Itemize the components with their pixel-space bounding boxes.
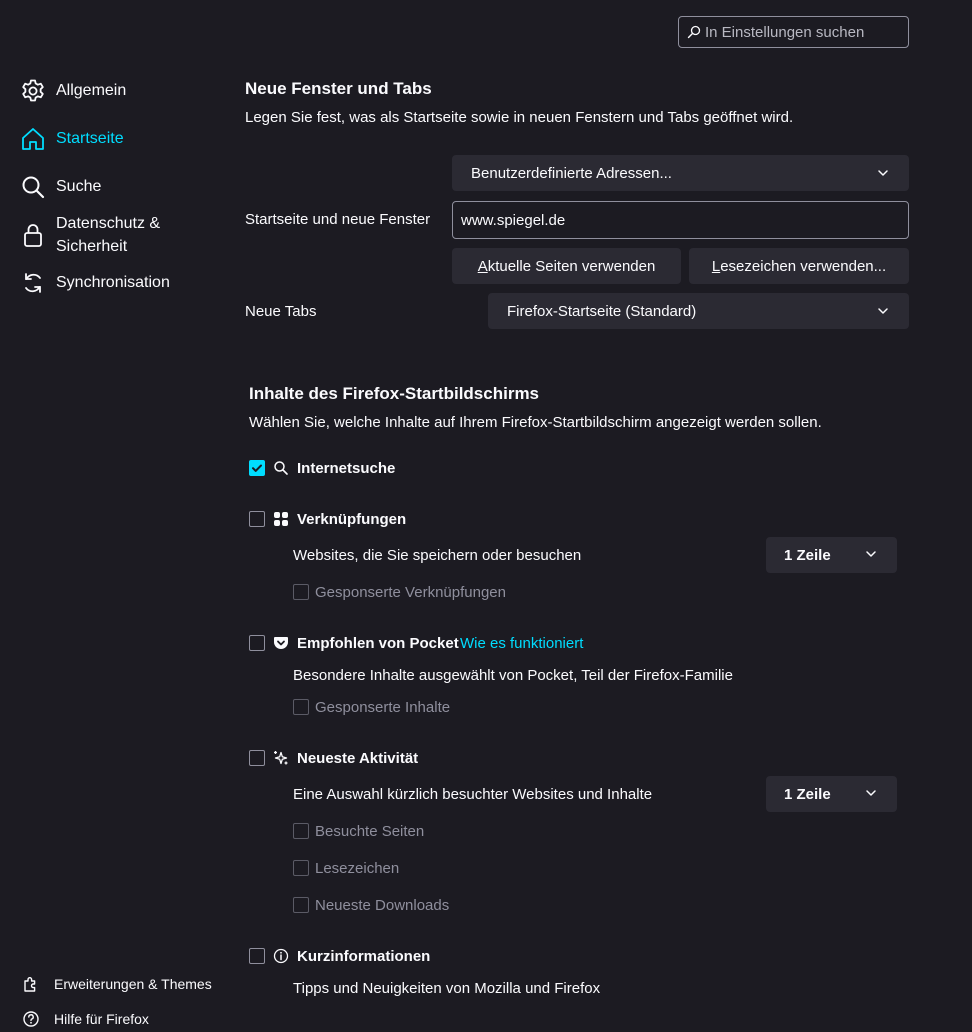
sponsored-shortcuts-checkbox[interactable] [293, 584, 309, 600]
web-search-checkbox[interactable] [249, 460, 265, 476]
chevron-down-icon [865, 547, 877, 564]
access-key: L [711, 257, 721, 275]
homepage-mode-select[interactable] [452, 155, 909, 191]
home-icon [20, 126, 46, 152]
sidebar-item-label-line1: Datenschutz & [56, 215, 161, 232]
shortcuts-description: Websites, die Sie speichern oder besuchen [293, 547, 582, 564]
pocket-learn-more-link[interactable]: Wie es funktioniert [460, 635, 584, 652]
new-tabs-value: Firefox-Startseite (Standard) [507, 302, 697, 320]
snippets-label: Kurzinformationen [297, 948, 431, 965]
sparkle-icon [273, 750, 289, 766]
shortcuts-label: Verknüpfungen [297, 511, 407, 528]
highlights-label: Neueste Aktivität [297, 750, 419, 767]
sponsored-stories-label: Gesponserte Inhalte [315, 699, 451, 716]
search-input[interactable] [705, 24, 900, 41]
sidebar-item-privacy[interactable] [20, 212, 160, 258]
shortcuts-checkbox[interactable] [249, 511, 265, 527]
homepage-label: Startseite und neue Fenster [245, 211, 431, 228]
pocket-label: Empfohlen von Pocket [297, 635, 459, 652]
chevron-down-icon [877, 167, 889, 179]
sidebar-item-label: Allgemein [56, 82, 127, 99]
section-description: Wählen Sie, welche Inhalte auf Ihrem Firefox-Startbildschirm angezeigt werden sollen. [249, 414, 822, 431]
downloads-checkbox[interactable] [293, 897, 309, 913]
pocket-description: Besondere Inhalte ausgewählt von Pocket, Teil der Firefox-Familie [293, 667, 733, 684]
use-bookmark-button[interactable] [689, 248, 909, 284]
sidebar-item-label: Startseite [56, 130, 124, 147]
shortcuts-rows-value: 1 Zeile [784, 546, 831, 564]
button-label: ktuelle Seiten verwenden [487, 257, 656, 275]
sidebar-item-label-line2: Sicherheit [56, 238, 128, 255]
gear-icon [20, 78, 46, 104]
highlights-description: Eine Auswahl kürzlich besuchter Websites und Inhalte [293, 786, 653, 803]
button-label: esezeichen verwenden... [720, 257, 887, 275]
sidebar-footer-addons[interactable] [22, 975, 212, 993]
downloads-label: Neueste Downloads [315, 897, 450, 914]
chevron-down-icon [877, 305, 889, 317]
sidebar-item-label: Synchronisation [56, 274, 170, 291]
highlights-checkbox[interactable] [249, 750, 265, 766]
chevron-down-icon [865, 786, 877, 803]
snippets-description: Tipps und Neuigkeiten von Mozilla und Firefox [293, 980, 601, 997]
visited-pages-checkbox[interactable] [293, 823, 309, 839]
search-icon [20, 174, 46, 200]
search-icon [687, 25, 701, 39]
footer-label: Erweiterungen & Themes [54, 976, 212, 992]
shortcuts-icon [273, 511, 289, 527]
new-tabs-label: Neue Tabs [245, 303, 317, 320]
sidebar-item-label: Suche [56, 178, 102, 195]
highlights-rows-value: 1 Zeile [784, 785, 831, 803]
homepage-mode-value: Benutzerdefinierte Adressen... [471, 164, 672, 182]
puzzle-icon [22, 975, 40, 993]
sidebar-item-search[interactable] [20, 174, 101, 200]
sidebar-item-sync[interactable] [20, 270, 170, 296]
bookmarks-checkbox[interactable] [293, 860, 309, 876]
footer-label: Hilfe für Firefox [54, 1011, 149, 1027]
shortcuts-rows-select[interactable] [766, 537, 897, 573]
pocket-icon [273, 635, 289, 651]
sponsored-shortcuts-label: Gesponserte Verknüpfungen [315, 584, 506, 601]
sidebar-item-home[interactable] [20, 126, 124, 152]
sidebar-item-general[interactable] [20, 78, 126, 104]
search-icon [273, 460, 289, 476]
new-tabs-select[interactable] [488, 293, 909, 329]
info-icon [273, 948, 289, 964]
highlights-rows-select[interactable] [766, 776, 897, 812]
section-title-windows-tabs: Neue Fenster und Tabs [245, 79, 432, 98]
section-title-home-content: Inhalte des Firefox-Startbildschirms [249, 384, 540, 403]
web-search-label: Internetsuche [297, 460, 396, 477]
checkmark-icon [251, 462, 263, 474]
sponsored-stories-checkbox[interactable] [293, 699, 309, 715]
sync-icon [20, 270, 46, 296]
pocket-checkbox[interactable] [249, 635, 265, 651]
help-icon [22, 1010, 40, 1028]
use-current-pages-button[interactable] [452, 248, 681, 284]
lock-icon [20, 222, 46, 248]
sidebar-footer-help[interactable] [22, 1010, 149, 1028]
visited-pages-label: Besuchte Seiten [315, 823, 425, 840]
snippets-checkbox[interactable] [249, 948, 265, 964]
settings-search-box[interactable] [678, 16, 909, 48]
section-description: Legen Sie fest, was als Startseite sowie in neuen Fenstern und Tabs geöffnet wird. [245, 109, 794, 126]
access-key: A [477, 257, 488, 275]
bookmarks-label: Lesezeichen [315, 860, 400, 877]
homepage-url-input[interactable] [452, 201, 909, 239]
sidebar-item-label [56, 212, 160, 258]
